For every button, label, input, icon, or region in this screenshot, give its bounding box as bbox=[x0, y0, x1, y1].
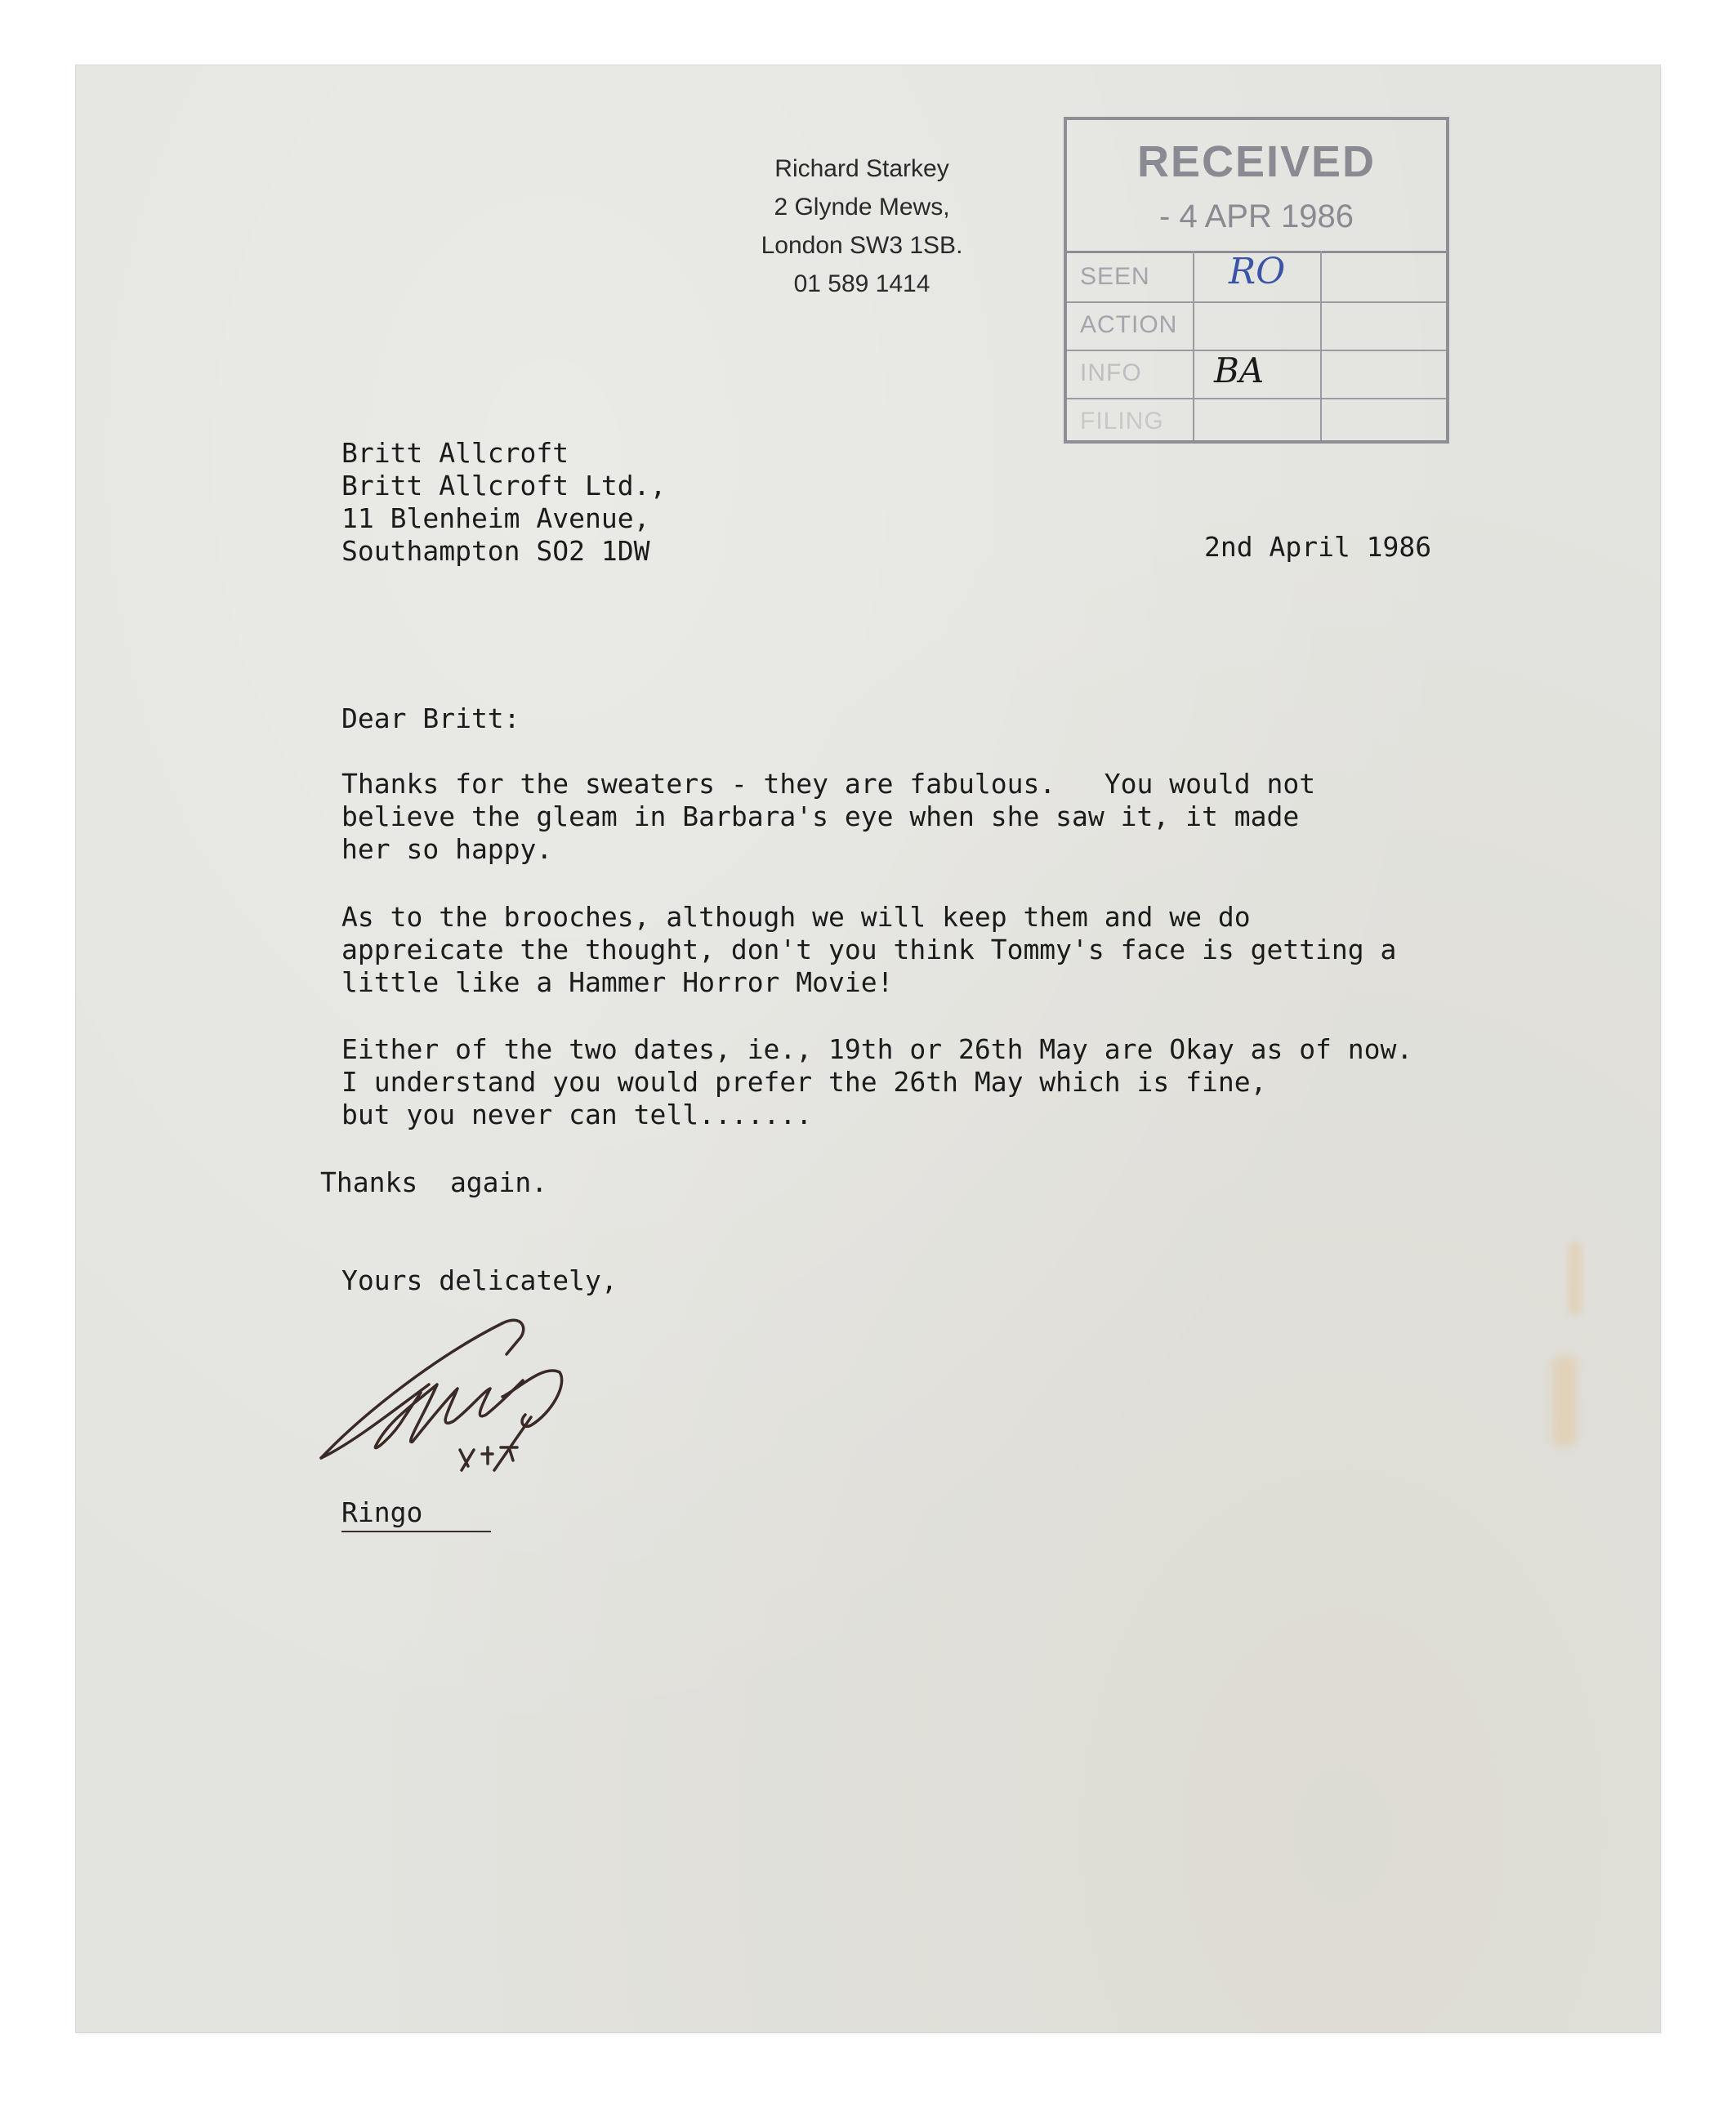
paragraph-2 bbox=[341, 901, 1396, 999]
recipient-line4: Southampton SO2 1DW bbox=[341, 535, 650, 567]
info-initials: BA bbox=[1214, 350, 1265, 390]
paper-stain bbox=[1552, 1356, 1577, 1446]
paragraph-line: believe the gleam in Barbara's eye when she saw it, it made bbox=[341, 800, 1300, 832]
paragraph-3 bbox=[341, 1033, 1412, 1131]
recipient-line1: Britt Allcroft bbox=[341, 437, 569, 469]
paragraph-line: appreicate the thought, don't you think Tommy's face is getting a bbox=[341, 934, 1397, 965]
recipient-address bbox=[341, 437, 666, 568]
stamp-divider bbox=[1320, 251, 1322, 440]
paragraph-1 bbox=[341, 768, 1315, 866]
closing: Yours delicately, bbox=[341, 1264, 618, 1296]
greeting: Dear Britt: bbox=[341, 702, 520, 734]
stamp-label: INFO bbox=[1080, 359, 1142, 386]
paragraph-line: I understand you would prefer the 26th May which is fine, bbox=[341, 1066, 1267, 1098]
thanks-line: Thanks again. bbox=[320, 1166, 548, 1198]
paragraph-line: Thanks for the sweaters - they are fabulous. You would not bbox=[341, 768, 1316, 800]
signature-underline bbox=[341, 1531, 491, 1532]
stamp-label: SEEN bbox=[1080, 263, 1150, 290]
recipient-line3: 11 Blenheim Avenue, bbox=[341, 502, 650, 534]
letterhead bbox=[719, 149, 1005, 303]
paragraph-line: but you never can tell....... bbox=[341, 1099, 813, 1130]
stamp-title: RECEIVED bbox=[1136, 137, 1377, 186]
letter-date: 2nd April 1986 bbox=[1204, 531, 1432, 563]
paper-stain bbox=[1569, 1242, 1582, 1315]
stamp-row-action bbox=[1067, 301, 1446, 351]
paragraph-line: little like a Hammer Horror Movie! bbox=[341, 966, 894, 998]
sender-address-line2: London SW3 1SB. bbox=[761, 232, 963, 259]
sender-address-line1: 2 Glynde Mews, bbox=[774, 194, 950, 221]
paragraph-line: her so happy. bbox=[341, 833, 553, 865]
paragraph-line: Either of the two dates, ie., 19th or 26th May are Okay as of now. bbox=[341, 1033, 1413, 1065]
stamp-label: FILING bbox=[1080, 408, 1164, 435]
sender-phone: 01 589 1414 bbox=[793, 270, 930, 297]
handwritten-signature bbox=[315, 1307, 609, 1495]
received-stamp bbox=[1064, 117, 1449, 444]
typed-name: Ringo bbox=[341, 1496, 423, 1528]
recipient-line2: Britt Allcroft Ltd., bbox=[341, 470, 667, 502]
stamp-label: ACTION bbox=[1080, 311, 1178, 338]
sender-name: Richard Starkey bbox=[774, 155, 949, 182]
stamp-date: - 4 APR 1986 bbox=[1159, 198, 1354, 234]
stamp-divider bbox=[1193, 251, 1194, 440]
stamp-row-filing bbox=[1067, 398, 1446, 446]
paragraph-line: As to the brooches, although we will keep them and we do bbox=[341, 901, 1251, 933]
seen-initials: RO bbox=[1229, 251, 1286, 292]
